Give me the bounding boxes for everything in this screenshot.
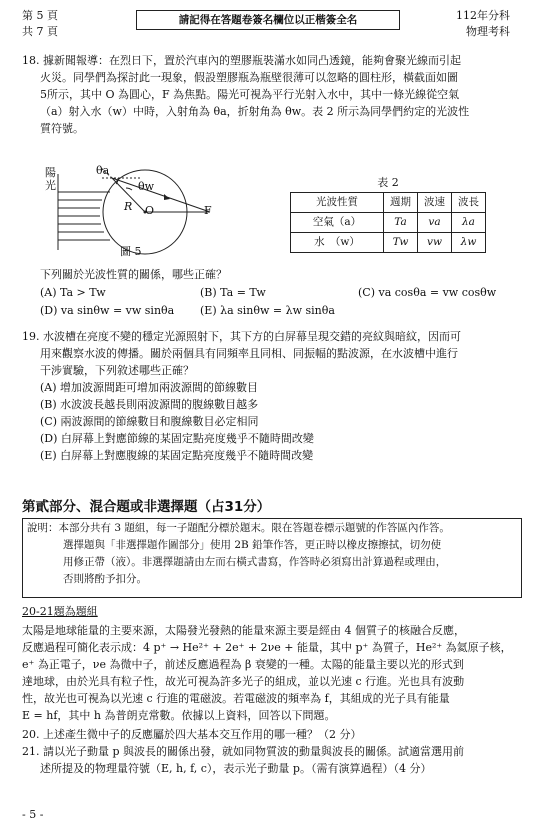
section-2-instructions [22,518,522,598]
q18-option-a[interactable]: (A) Ta > Tw [40,286,106,299]
table-2-caption: 表 2 [377,176,399,189]
q18-text-4: 質符號。 [40,122,84,136]
table-cell: 空氣（a） [291,213,384,233]
q19-line [22,328,518,345]
page-number: 第 5 頁 [22,9,58,22]
table-cell: λw [452,233,486,253]
signature-notice: 請記得在答題卷簽名欄位以正楷簽全名 [136,10,400,30]
sunlight-label: 陽光 [45,166,56,192]
table-header-cell: 光波性質 [291,193,384,213]
q19-number: 19. [22,330,40,343]
note-line-2: 用修正帶（液）。非選擇題請由左而右橫式書寫，作答時必須寫出計算過程或理由， [63,556,447,568]
table-row [291,233,486,253]
table-cell: Ta [384,213,418,233]
q18-text-2: 5所示，其中 O 為圓心，F 為焦點。陽光可視為平行光射入水中，其中一條光線從空氣 [40,88,460,102]
label-radius: R [124,200,133,213]
q19-option-b[interactable]: (B) 水波波長越長則兩波源間的腹線數目越多 [40,398,259,412]
q19-option-d[interactable]: (D) 白屏幕上對應節線的某固定點亮度幾乎不隨時間改變 [40,432,314,446]
table-header-cell: 週期 [384,193,418,213]
label-focus: F [204,204,212,217]
label-theta-a: θa [96,164,110,177]
q18-option-e[interactable]: (E) λa sinθw = λw sinθa [200,304,335,317]
q19-text-1: 用來觀察水波的傳播。關於兩個具有同頻率且同相、同振幅的點波源，在水波槽中進行 [40,347,458,361]
q18-text-1: 火災。同學們為探討此一現象，假設塑膠瓶為瓶壁很薄可以忽略的圓柱形，橫截面如圖 [40,71,458,85]
question-18 [22,52,518,137]
question-21-line-1: 述所提及的物理量符號（E, h, f, c），表示光子動量 p。（需有演算過程）（4 分） [40,762,432,776]
group-title: 20-21題為題組 [22,605,98,618]
q18-options [40,284,520,320]
q19-text-2: 干涉實驗，下列敘述哪些正確？ [40,364,194,378]
q18-option-c[interactable]: (C) va cosθa = vw cosθw [358,286,497,299]
table-2 [290,174,486,253]
section-2-title: 第貳部分、混合題或非選擇題（占31分） [22,499,271,515]
page-counter [22,8,58,40]
question-20: 20. 上述產生微中子的反應屬於四大基本交互作用的哪一種？（2 分） [22,728,362,742]
passage-line-1: 反應過程可簡化表示成：4 p⁺ → He²⁺ + 2e⁺ + 2νe + 能量，其中 p⁺ 為質子，He²⁺ 為氦原子核， [22,641,512,655]
table-cell: 水 （w） [291,233,384,253]
passage-line-0: 太陽是地球能量的主要來源，太陽發光發熱的能量來源主要是經由 4 個質子的核融合反應， [22,624,465,637]
q18-text-3: （a）射入水（w）中時，入射角為 θa，折射角為 θw。表 2 所示為同學們約定的光波性 [40,105,470,119]
table-header-row [291,193,486,213]
note-line-0: 說明：本部分共有 3 題組，每一子題配分標於題末。限在答題卷標示題號的作答區內作答。 [27,522,450,534]
question-21-line-0: 21. 請以光子動量 p 與波長的關係出發，就如同物質波的動量與波長的關係。試適當選用前 [22,745,465,759]
passage-line-5: E = hf，其中 h 為普朗克常數。依據以上資料，回答以下問題。 [22,709,336,723]
q18-number: 18. [22,54,40,67]
q18-text-0: 據新聞報導：在烈日下，置於汽車內的塑膠瓶裝滿水如同凸透鏡，能夠會聚光線而引起 [43,54,461,67]
table-header-cell: 波速 [418,193,452,213]
table-row [291,213,486,233]
label-theta-w: θw [138,180,155,193]
q18-option-d[interactable]: (D) va sinθw = vw sinθa [40,304,175,317]
wave-property-table [290,192,486,253]
q18-option-b[interactable]: (B) Ta = Tw [200,286,266,299]
passage-line-3: 達地球，由於光具有粒子性，故光可視為許多光子的組成，並以光速 c 行進。光也具有波動 [22,675,465,689]
page-total: 共 7 頁 [22,25,58,38]
page-header [0,0,534,44]
question-19 [22,328,518,464]
q18-line [22,52,518,69]
table-header-cell: 波長 [452,193,486,213]
passage-line-2: e⁺ 為正電子，νe 為微中子，前述反應過程為 β 衰變的一種。太陽的能量主要以光的形式到 [22,658,464,672]
exam-year: 112年分科 [456,9,510,22]
exam-info [456,8,510,40]
table-cell: λa [452,213,486,233]
q19-option-a[interactable]: (A) 增加波源間距可增加兩波源間的節線數目 [40,381,259,395]
q19-option-c[interactable]: (C) 兩波源間的節線數目和腹線數目必定相同 [40,415,259,429]
note-line-1: 選擇題與「非選擇題作圖部分」使用 2B 鉛筆作答，更正時以橡皮擦擦拭，切勿使 [63,539,442,551]
page-footer: - 5 - [22,808,44,821]
q19-text-0: 水波槽在亮度不變的穩定光源照射下，其下方的白屏幕呈現交錯的亮紋與暗紋，因而可 [43,330,461,343]
passage-line-4: 性，故光也可視為以光速 c 行進的電磁波。若電磁波的頻率為 f，其組成的光子具有能量 [22,692,450,706]
note-line-3: 否則將酌予扣分。 [63,573,147,585]
group-passage [22,622,518,777]
label-center: O [145,204,155,217]
exam-subject: 物理考科 [466,25,510,38]
figure-5-caption: 圖 5 [120,245,142,258]
table-cell: vw [418,233,452,253]
table-cell: Tw [384,233,418,253]
q18-prompt: 下列關於光波性質的關係，哪些正確？ [40,268,227,281]
q19-option-e[interactable]: (E) 白屏幕上對應腹線的某固定點亮度幾乎不隨時間改變 [40,449,314,463]
table-cell: va [418,213,452,233]
